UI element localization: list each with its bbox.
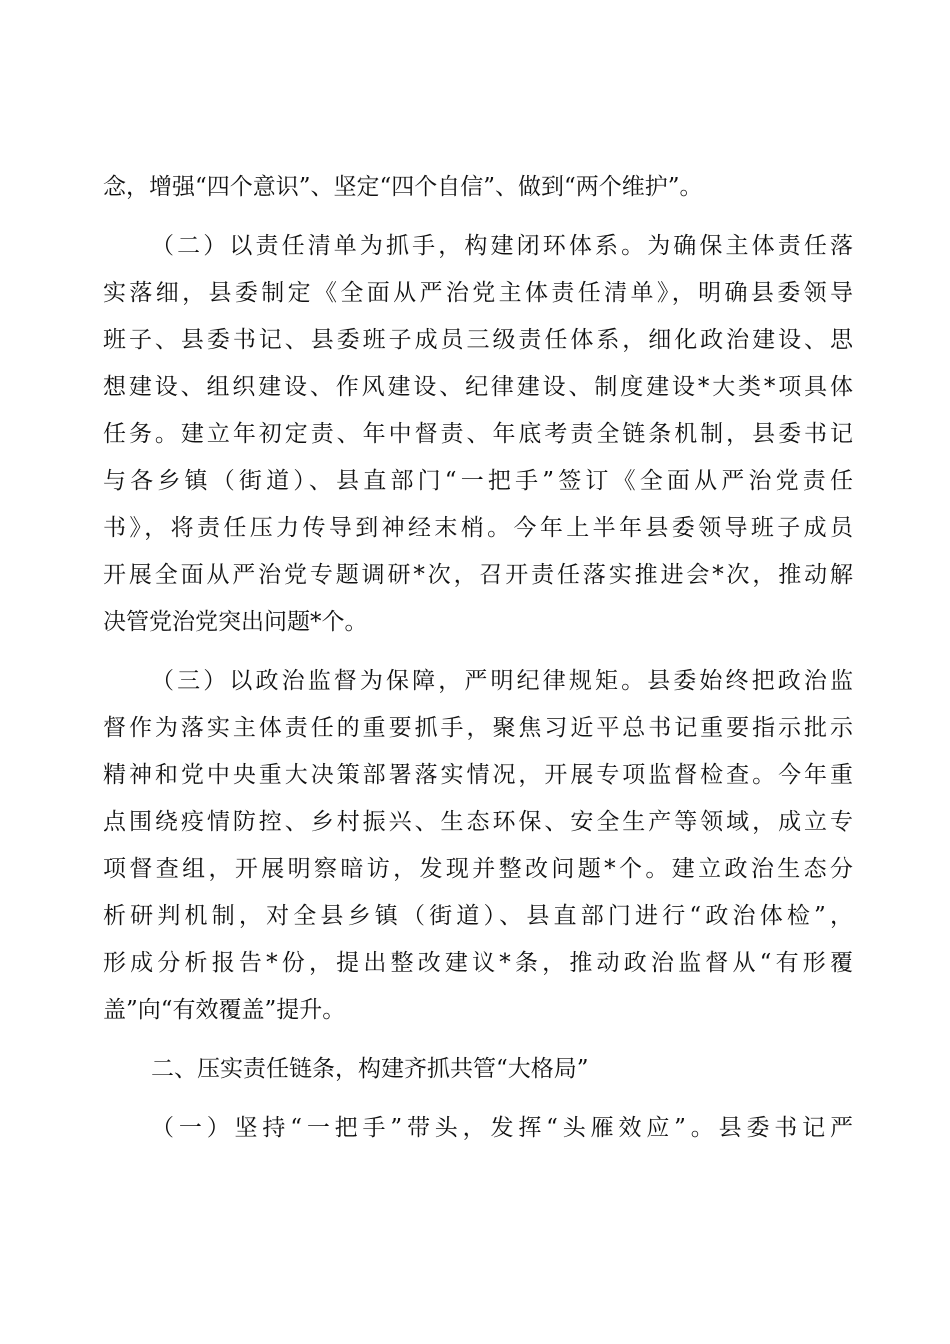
paragraph-gap bbox=[103, 211, 853, 223]
section-heading: 二、压实责任链条，构建齐抓共管“大格局” bbox=[151, 1056, 589, 1082]
paragraph-line: 书》，将责任压力传导到神经末梢。今年上半年县委领导班子成员 bbox=[103, 515, 853, 541]
document-body bbox=[103, 164, 853, 1152]
paragraph-gap bbox=[103, 1093, 853, 1105]
paragraph-line: 班子、县委书记、县委班子成员三级责任体系，细化政治建设、思 bbox=[103, 327, 853, 353]
paragraph-line: 形成分析报告*份，提出整改建议*条，推动政治监督从“有形覆 bbox=[103, 950, 853, 976]
paragraph-line: 实落细，县委制定《全面从严治党主体责任清单》，明确县委领导 bbox=[103, 280, 853, 306]
paragraph-line: 想建设、组织建设、作风建设、纪律建设、制度建设*大类*项具体 bbox=[103, 374, 853, 400]
paragraph-line: 析研判机制，对全县乡镇（街道）、县直部门进行“政治体检”， bbox=[103, 903, 853, 929]
paragraph-line: 决管党治党突出问题*个。 bbox=[103, 609, 368, 635]
paragraph-line: 点围绕疫情防控、乡村振兴、生态环保、安全生产等领域，成立专 bbox=[103, 809, 853, 835]
paragraph-line: 念，增强“四个意识”、坚定“四个自信”、做到“两个维护”。 bbox=[103, 174, 703, 200]
paragraph-line: 任务。建立年初定责、年中督责、年底考责全链条机制，县委书记 bbox=[103, 421, 853, 447]
paragraph-line: 与各乡镇（街道）、县直部门“一把手”签订《全面从严治党责任 bbox=[103, 468, 853, 494]
paragraph-gap bbox=[103, 1034, 853, 1046]
paragraph-line: 项督查组，开展明察暗访，发现并整改问题*个。建立政治生态分 bbox=[103, 856, 853, 882]
paragraph-line: 精神和党中央重大决策部署落实情况，开展专项监督检查。今年重 bbox=[103, 762, 853, 788]
paragraph-line: 开展全面从严治党专题调研*次，召开责任落实推进会*次，推动解 bbox=[103, 562, 853, 588]
paragraph-line: 督作为落实主体责任的重要抓手，聚焦习近平总书记重要指示批示 bbox=[103, 715, 853, 741]
paragraph-gap bbox=[103, 646, 853, 658]
paragraph-line: 盖”向“有效覆盖”提升。 bbox=[103, 997, 346, 1023]
paragraph-line: （三）以政治监督为保障，严明纪律规矩。县委始终把政治监 bbox=[151, 668, 853, 694]
paragraph-line: （一）坚持“一把手”带头，发挥“头雁效应”。县委书记严 bbox=[151, 1115, 853, 1141]
paragraph-line: （二）以责任清单为抓手，构建闭环体系。为确保主体责任落 bbox=[151, 233, 853, 259]
